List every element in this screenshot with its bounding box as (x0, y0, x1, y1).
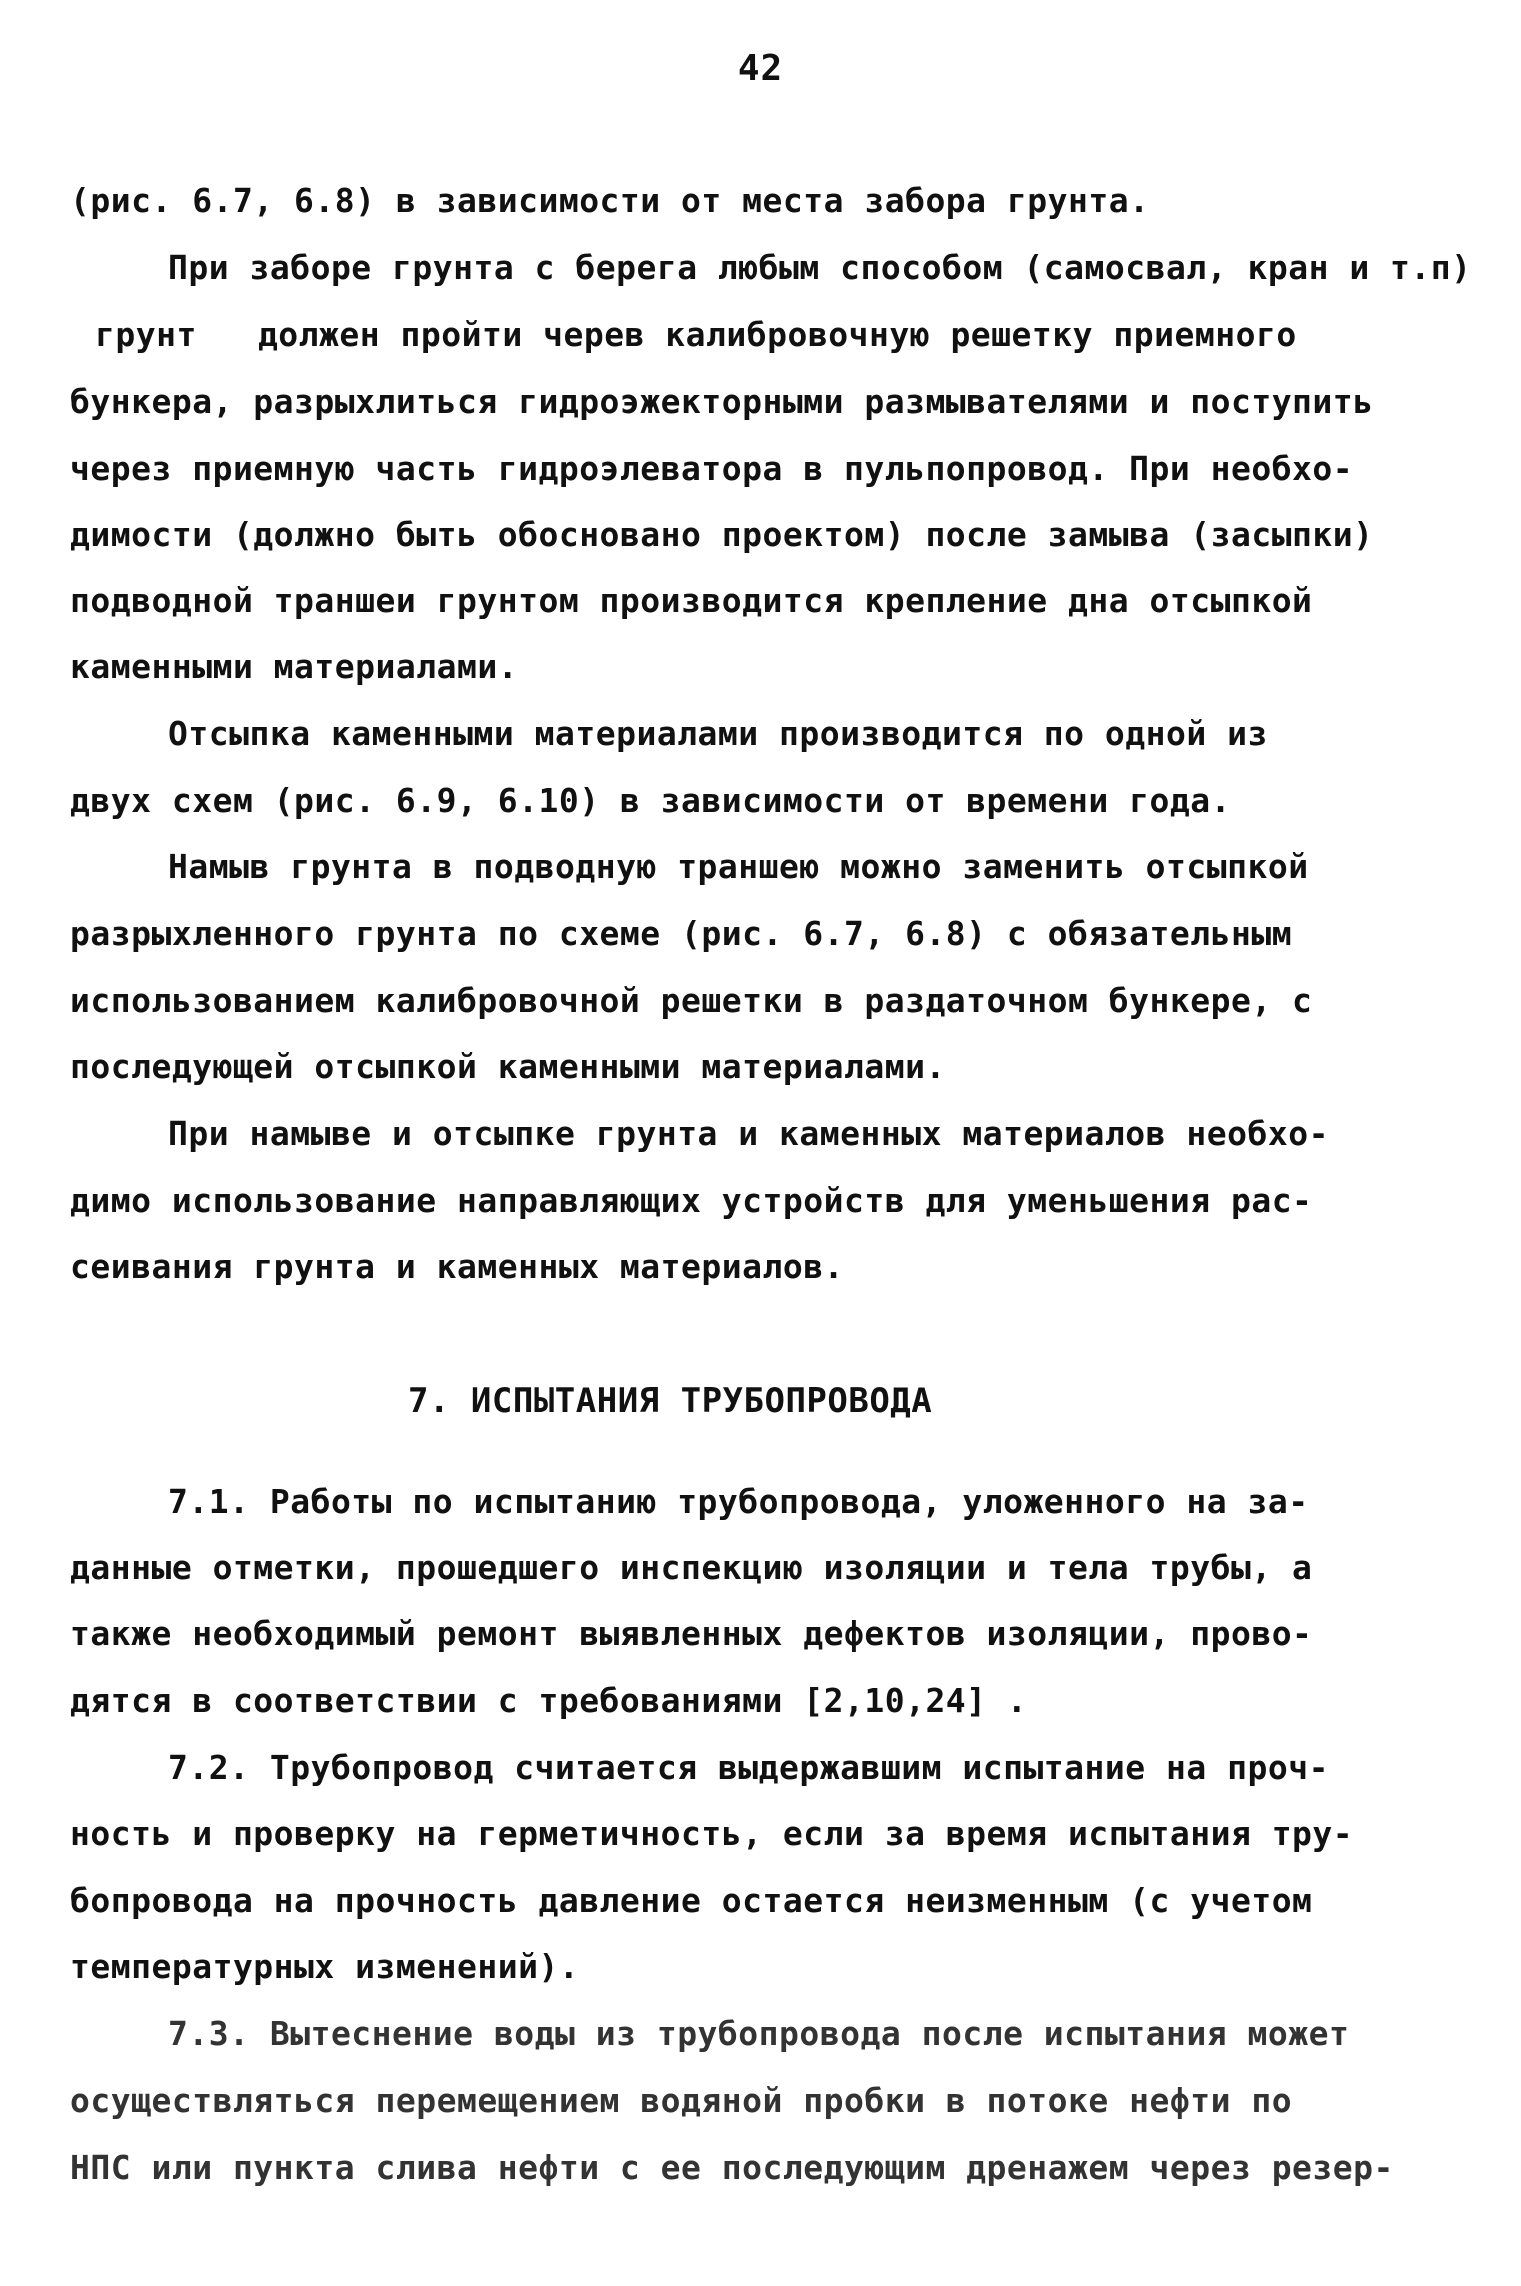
text-line: Намыв грунта в подводную траншею можно заменить отсыпкой (168, 847, 1309, 886)
text-line: димо использование направляющих устройств для уменьшения рас- (70, 1181, 1313, 1220)
text-line: 7.2. Трубопровод считается выдержавшим испытание на проч- (168, 1748, 1329, 1787)
text-line: также необходимый ремонт выявленных дефектов изоляции, прово- (70, 1614, 1313, 1653)
text-line: При намыве и отсыпке грунта и каменных материалов необхо- (168, 1114, 1329, 1153)
text-line: 7.1. Работы по испытанию трубопровода, уложенного на за- (168, 1482, 1309, 1521)
text-line: сеивания грунта и каменных материалов. (70, 1247, 844, 1286)
text-line: (рис. 6.7, 6.8) в зависимости от места забора грунта. (70, 181, 1150, 220)
text-line: димости (должно быть обосновано проектом) после замыва (засыпки) (70, 515, 1374, 554)
text-line: 7.3. Вытеснение воды из трубопровода после испытания может (168, 2014, 1350, 2053)
text-line: При заборе грунта с берега любым способом (самосвал, кран и т.п) (168, 248, 1472, 287)
text-line: бункера, разрыхлиться гидроэжекторными размывателями и поступить (70, 382, 1374, 421)
text-line: температурных изменений). (70, 1947, 580, 1986)
text-line: ность и проверку на герметичность, если за время испытания тру- (70, 1814, 1354, 1853)
text-line: подводной траншеи грунтом производится крепление дна отсыпкой (70, 581, 1313, 620)
text-line: НПС или пункта слива нефти с ее последующим дренажем через резер- (70, 2148, 1394, 2187)
text-line: Отсыпка каменными материалами производится по одной из (168, 714, 1268, 753)
text-line: грунт должен пройти черев калибровочную решетку приемного (95, 315, 1297, 354)
text-line: бопровода на прочность давление остается неизменным (с учетом (70, 1881, 1313, 1920)
text-line: использованием калибровочной решетки в раздаточном бункере, с (70, 981, 1313, 1020)
text-line: через приемную часть гидроэлеватора в пульпопровод. При необхо- (70, 449, 1354, 488)
text-line: осуществляться перемещением водяной пробки в потоке нефти по (70, 2081, 1293, 2120)
text-line: дятся в соответствии с требованиями [2,10,24] . (70, 1681, 1028, 1720)
text-line: разрыхленного грунта по схеме (рис. 6.7, 6.8) с обязательным (70, 914, 1293, 953)
section-heading: 7. ИСПЫТАНИЯ ТРУБОПРОВОДА (408, 1381, 933, 1421)
text-line: каменными материалами. (70, 647, 519, 686)
text-line: двух схем (рис. 6.9, 6.10) в зависимости от времени года. (70, 781, 1231, 820)
page-number: 42 (737, 48, 784, 89)
text-line: данные отметки, прошедшего инспекцию изоляции и тела трубы, а (70, 1548, 1313, 1587)
text-line: последующей отсыпкой каменными материалами. (70, 1047, 946, 1086)
